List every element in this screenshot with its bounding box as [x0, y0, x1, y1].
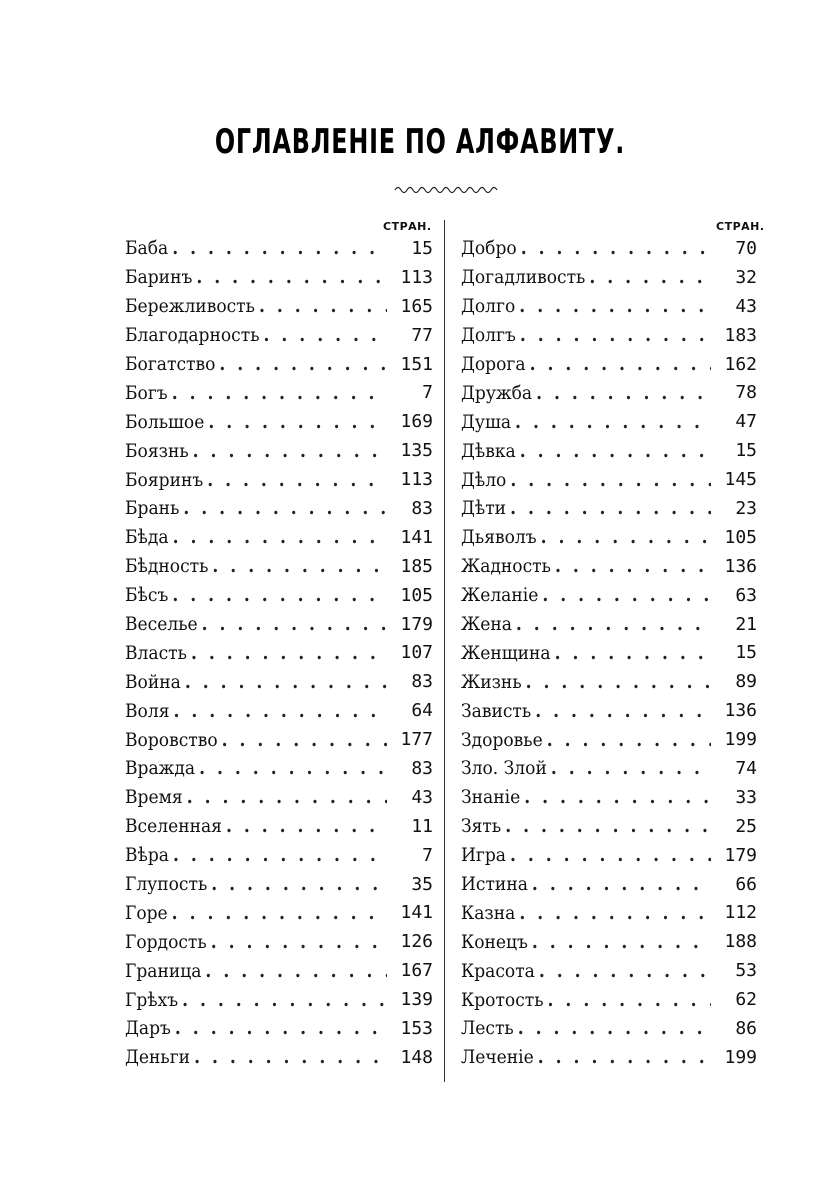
entry-word: Женщина: [461, 641, 551, 664]
dot-leader: [172, 237, 387, 259]
dot-leader: [539, 960, 711, 982]
index-entry: [125, 783, 433, 812]
entry-page-number: 135: [400, 440, 433, 462]
entry-word: Дружба: [461, 381, 533, 404]
dot-leader: [194, 1046, 387, 1068]
dot-leader: [175, 1017, 387, 1039]
entry-word: Боязнь: [125, 439, 189, 462]
dot-leader: [555, 642, 711, 664]
index-entry: [461, 523, 757, 552]
index-entry: [461, 812, 757, 841]
dot-leader: [542, 584, 711, 606]
entry-word: Дѣло: [461, 468, 507, 491]
dot-leader: [211, 873, 387, 895]
entry-page-number: 113: [400, 469, 433, 491]
entry-page-number: 7: [422, 382, 433, 404]
index-entry: [125, 350, 433, 379]
dot-leader: [207, 469, 387, 491]
index-entry: [461, 350, 757, 379]
index-entry: [125, 927, 433, 956]
entry-word: Воля: [125, 699, 170, 722]
dot-leader: [193, 440, 387, 462]
entry-page-number: 53: [735, 960, 757, 982]
entry-word: Воровство: [125, 728, 218, 751]
index-entry: [461, 927, 757, 956]
entry-page-number: 63: [735, 584, 757, 606]
entry-page-number: 105: [400, 584, 433, 606]
entry-word: Долгъ: [461, 324, 516, 347]
entry-word: Веселье: [125, 613, 198, 636]
dot-leader: [172, 382, 387, 404]
dot-leader: [196, 266, 387, 288]
index-entry: [125, 465, 433, 494]
dot-leader: [185, 671, 387, 693]
entry-word: Зять: [461, 815, 502, 838]
index-entry: [461, 696, 757, 725]
entry-page-number: 15: [735, 642, 757, 664]
index-entry: [461, 436, 757, 465]
entry-page-number: 74: [735, 757, 757, 779]
entry-word: Желаніе: [461, 584, 539, 607]
entry-page-number: 62: [735, 989, 757, 1011]
index-entry: [461, 667, 757, 696]
dot-leader: [174, 700, 388, 722]
entry-word: Вѣра: [125, 844, 169, 867]
dot-leader: [219, 353, 387, 375]
entry-word: Граница: [125, 959, 202, 982]
entry-word: Власть: [125, 641, 187, 664]
dot-leader: [541, 526, 711, 548]
index-entry: [125, 1043, 433, 1072]
entry-word: Казна: [461, 901, 516, 924]
index-entry: [461, 234, 757, 263]
index-entry: [461, 581, 757, 610]
entry-word: Зло. Злой: [461, 757, 547, 780]
index-entry: [125, 985, 433, 1014]
entry-word: Дѣвка: [461, 439, 516, 462]
index-entry: [125, 321, 433, 350]
dot-leader: [182, 989, 387, 1011]
index-entry: [461, 263, 757, 292]
entry-page-number: 15: [735, 440, 757, 462]
left-index-column: [125, 234, 433, 1072]
dot-leader: [518, 1017, 711, 1039]
index-entry: [125, 523, 433, 552]
entry-word: Бѣдность: [125, 555, 209, 578]
dot-leader: [187, 786, 387, 808]
index-entry: [461, 783, 757, 812]
entry-page-number: 33: [735, 786, 757, 808]
index-entry: [125, 725, 433, 754]
index-entry: [125, 494, 433, 523]
dot-leader: [199, 757, 387, 779]
entry-word: Красота: [461, 959, 535, 982]
entry-word: Здоровье: [461, 728, 543, 751]
dot-leader: [226, 815, 387, 837]
entry-page-number: 83: [411, 671, 433, 693]
index-entry: [125, 581, 433, 610]
entry-page-number: 86: [735, 1017, 757, 1039]
entry-page-number: 66: [735, 873, 757, 895]
entry-word: Глупость: [125, 873, 208, 896]
dot-leader: [548, 989, 711, 1011]
entry-page-number: 141: [400, 902, 433, 924]
entry-word: Бояринъ: [125, 468, 204, 491]
entry-word: Душа: [461, 410, 512, 433]
entry-page-number: 113: [400, 266, 433, 288]
index-entry: [125, 552, 433, 581]
entry-page-number: 199: [724, 729, 757, 751]
entry-page-number: 78: [735, 382, 757, 404]
entry-page-number: 153: [400, 1017, 433, 1039]
dot-leader: [205, 960, 387, 982]
entry-page-number: 107: [400, 642, 433, 664]
index-entry: [461, 321, 757, 350]
entry-word: Бережливость: [125, 295, 255, 318]
entry-word: Большое: [125, 410, 205, 433]
dot-leader: [547, 729, 711, 751]
entry-word: Дѣти: [461, 497, 507, 520]
dot-leader: [538, 1046, 711, 1068]
entry-page-number: 70: [735, 237, 757, 259]
index-entry: [125, 898, 433, 927]
entry-word: Даръ: [125, 1017, 171, 1040]
dot-leader: [520, 324, 711, 346]
entry-page-number: 136: [724, 700, 757, 722]
dot-leader: [264, 324, 387, 346]
dot-leader: [551, 757, 711, 779]
page-title: ОГЛАВЛЕНІЕ ПО АЛФАВИТУ.: [214, 122, 626, 162]
dot-leader: [172, 902, 387, 924]
entry-word: Богатство: [125, 353, 216, 375]
entry-word: Брань: [125, 497, 180, 520]
index-entry: [461, 725, 757, 754]
right-page-column-label: СТРАН.: [716, 220, 765, 233]
entry-page-number: 7: [422, 844, 433, 866]
index-entry: [461, 985, 757, 1014]
right-index-column: [461, 234, 757, 1072]
dot-leader: [555, 555, 711, 577]
dot-leader: [222, 729, 387, 751]
entry-word: Баба: [125, 237, 169, 260]
entry-word: Кротость: [461, 988, 544, 1011]
index-entry: [461, 1014, 757, 1043]
index-entry: [461, 407, 757, 436]
index-entry: [125, 292, 433, 321]
entry-page-number: 126: [400, 931, 433, 953]
entry-word: Время: [125, 786, 183, 809]
index-entry: [461, 870, 757, 899]
dot-leader: [510, 497, 711, 519]
entry-page-number: 141: [400, 526, 433, 548]
entry-page-number: 35: [411, 873, 433, 895]
entry-word: Догадливость: [461, 266, 586, 289]
entry-word: Леченіе: [461, 1046, 534, 1069]
dot-leader: [524, 786, 711, 808]
index-entry: [125, 667, 433, 696]
dot-leader: [516, 613, 711, 635]
dot-leader: [519, 295, 711, 317]
entry-word: Зависть: [461, 699, 532, 722]
entry-word: Вселенная: [125, 815, 222, 838]
dot-leader: [535, 700, 711, 722]
entry-word: Горе: [125, 901, 168, 924]
dot-leader: [172, 584, 387, 606]
dot-leader: [208, 411, 387, 433]
entry-page-number: 185: [400, 555, 433, 577]
entry-page-number: 43: [411, 786, 433, 808]
index-entry: [125, 436, 433, 465]
dot-leader: [536, 382, 711, 404]
entry-word: Добро: [461, 237, 517, 260]
entry-word: Долго: [461, 295, 516, 318]
entry-word: Война: [125, 670, 181, 693]
entry-word: Богъ: [125, 381, 168, 404]
dot-leader: [212, 555, 387, 577]
entry-page-number: 183: [724, 324, 757, 346]
entry-word: Дьяволъ: [461, 526, 537, 549]
entry-page-number: 83: [411, 757, 433, 779]
entry-page-number: 11: [411, 815, 433, 837]
dot-leader: [510, 469, 711, 491]
entry-page-number: 89: [735, 671, 757, 693]
index-entry: [461, 1043, 757, 1072]
index-entry: [125, 638, 433, 667]
index-entry: [125, 407, 433, 436]
entry-word: Вражда: [125, 757, 196, 780]
entry-word: Бѣсъ: [125, 584, 169, 607]
entry-word: Жадность: [461, 555, 551, 578]
entry-page-number: 188: [724, 931, 757, 953]
dot-leader: [521, 237, 711, 259]
index-entry: [125, 754, 433, 783]
index-entry: [461, 552, 757, 581]
entry-page-number: 199: [724, 1046, 757, 1068]
entry-word: Благодарность: [125, 324, 260, 347]
entry-page-number: 64: [411, 700, 433, 722]
entry-word: Знаніе: [461, 786, 521, 809]
entry-page-number: 47: [735, 411, 757, 433]
entry-page-number: 23: [735, 497, 757, 519]
entry-word: Игра: [461, 844, 506, 867]
entry-word: Жизнь: [461, 670, 522, 693]
index-entry: [125, 870, 433, 899]
entry-page-number: 112: [724, 902, 757, 924]
entry-page-number: 179: [400, 613, 433, 635]
index-entry: [461, 465, 757, 494]
index-entry: [125, 956, 433, 985]
index-entry: [461, 292, 757, 321]
entry-page-number: 162: [724, 353, 757, 375]
index-entry: [125, 610, 433, 639]
entry-page-number: 179: [724, 844, 757, 866]
entry-page-number: 169: [400, 411, 433, 433]
dot-leader: [505, 815, 711, 837]
index-entry: [125, 263, 433, 292]
dot-leader: [183, 497, 387, 519]
entry-word: Бѣда: [125, 526, 169, 549]
entry-page-number: 32: [735, 266, 757, 288]
index-entry: [125, 378, 433, 407]
entry-page-number: 21: [735, 613, 757, 635]
entry-word: Гордость: [125, 930, 207, 953]
dot-leader: [510, 844, 711, 866]
left-page-column-label: СТРАН.: [383, 220, 432, 233]
index-entry: [461, 494, 757, 523]
entry-page-number: 43: [735, 295, 757, 317]
index-entry: [125, 696, 433, 725]
entry-page-number: 15: [411, 237, 433, 259]
index-entry: [461, 898, 757, 927]
entry-page-number: 77: [411, 324, 433, 346]
entry-word: Жена: [461, 613, 512, 636]
index-entry: [461, 378, 757, 407]
entry-word: Деньги: [125, 1046, 191, 1069]
dot-leader: [532, 873, 711, 895]
dot-leader: [173, 526, 387, 548]
dot-leader: [589, 266, 711, 288]
entry-page-number: 136: [724, 555, 757, 577]
entry-word: Баринъ: [125, 266, 193, 289]
entry-page-number: 167: [400, 960, 433, 982]
entry-page-number: 165: [400, 295, 433, 317]
index-entry: [125, 1014, 433, 1043]
entry-word: Дорога: [461, 353, 526, 375]
entry-page-number: 105: [724, 526, 757, 548]
entry-page-number: 83: [411, 497, 433, 519]
dot-leader: [173, 844, 387, 866]
dot-leader: [202, 613, 387, 635]
entry-page-number: 151: [400, 353, 433, 375]
index-entry: [461, 956, 757, 985]
index-entry: [461, 841, 757, 870]
index-entry: [461, 610, 757, 639]
dot-leader: [520, 440, 711, 462]
entry-page-number: 148: [400, 1046, 433, 1068]
entry-page-number: 145: [724, 469, 757, 491]
dot-leader: [526, 671, 711, 693]
dot-leader: [530, 353, 711, 375]
dot-leader: [515, 411, 711, 433]
index-entry: [125, 812, 433, 841]
index-entry: [461, 638, 757, 667]
index-entry: [125, 841, 433, 870]
index-entry: [125, 234, 433, 263]
entry-word: Истина: [461, 873, 528, 896]
dot-leader: [259, 295, 387, 317]
entry-word: Грѣхъ: [125, 988, 179, 1011]
entry-page-number: 139: [400, 989, 433, 1011]
entry-word: Конецъ: [461, 930, 528, 953]
wavy-ornament-divider: [393, 182, 501, 196]
dot-leader: [532, 931, 711, 953]
index-entry: [461, 754, 757, 783]
entry-page-number: 177: [400, 729, 433, 751]
entry-page-number: 25: [735, 815, 757, 837]
entry-word: Лесть: [461, 1017, 514, 1040]
column-divider: [444, 220, 445, 1082]
dot-leader: [519, 902, 711, 924]
dot-leader: [191, 642, 387, 664]
dot-leader: [211, 931, 387, 953]
